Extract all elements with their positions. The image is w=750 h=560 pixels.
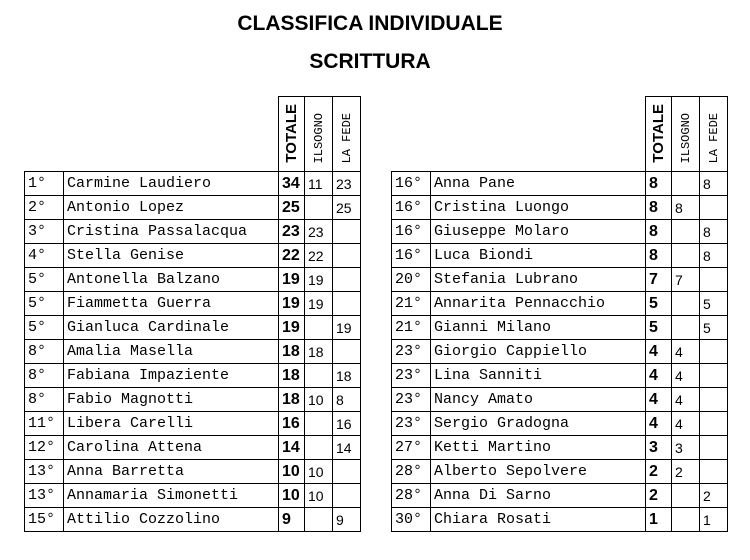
total-score-cell: 7 [646,268,672,292]
ilsogno-score-cell: 3 [672,436,700,460]
header-lafede-label: LA FEDE [339,112,354,163]
total-score-cell: 8 [646,172,672,196]
lafede-score-cell: 1 [700,508,728,532]
table-row [392,388,728,412]
lafede-score-cell [700,268,728,292]
rank-position-cell: 8° [25,388,64,412]
lafede-score-cell: 23 [333,172,361,196]
table-row [392,364,728,388]
participant-name-cell: Fabio Magnotti [64,388,279,412]
ranking-table-left [24,96,361,532]
ilsogno-score-cell: 8 [672,196,700,220]
rank-position-cell: 13° [25,460,64,484]
ilsogno-score-cell: 19 [305,292,333,316]
participant-name-cell: Gianni Milano [431,316,646,340]
total-score-cell: 25 [279,196,305,220]
ilsogno-score-cell: 19 [305,268,333,292]
total-score-cell: 19 [279,316,305,340]
ranking-body-right [392,172,728,532]
participant-name-cell: Annarita Pennacchio [431,292,646,316]
header-totale [279,97,305,172]
participant-name-cell: Carolina Attena [64,436,279,460]
table-row [392,484,728,508]
rank-position-cell: 23° [392,340,431,364]
rank-position-cell: 4° [25,244,64,268]
total-score-cell: 4 [646,388,672,412]
rank-position-cell: 13° [25,484,64,508]
participant-name-cell: Stefania Lubrano [431,268,646,292]
table-row [25,220,361,244]
participant-name-cell: Antonio Lopez [64,196,279,220]
table-row [392,292,728,316]
participant-name-cell: Anna Barretta [64,460,279,484]
rank-position-cell: 8° [25,364,64,388]
ilsogno-score-cell: 7 [672,268,700,292]
ilsogno-score-cell: 2 [672,460,700,484]
total-score-cell: 23 [279,220,305,244]
total-score-cell: 5 [646,292,672,316]
rank-position-cell: 28° [392,460,431,484]
rank-position-cell: 21° [392,316,431,340]
lafede-score-cell [700,412,728,436]
header-ilsogno-label: ILSOGNO [678,112,693,163]
lafede-score-cell [700,460,728,484]
rank-position-cell: 27° [392,436,431,460]
rank-position-cell: 3° [25,220,64,244]
participant-name-cell: Libera Carelli [64,412,279,436]
lafede-score-cell: 8 [333,388,361,412]
table-row [392,436,728,460]
table-header-row [25,97,361,172]
lafede-score-cell: 5 [700,292,728,316]
lafede-score-cell: 16 [333,412,361,436]
ilsogno-score-cell [672,172,700,196]
total-score-cell: 4 [646,412,672,436]
participant-name-cell: Lina Sanniti [431,364,646,388]
total-score-cell: 10 [279,460,305,484]
rank-position-cell: 16° [392,172,431,196]
ilsogno-score-cell [672,484,700,508]
rank-position-cell: 23° [392,364,431,388]
total-score-cell: 4 [646,340,672,364]
header-totale-label: TOTALE [283,104,300,163]
participant-name-cell: Stella Genise [64,244,279,268]
ilsogno-score-cell: 23 [305,220,333,244]
participant-name-cell: Giorgio Cappiello [431,340,646,364]
participant-name-cell: Cristina Passalacqua [64,220,279,244]
lafede-score-cell [333,292,361,316]
table-row [392,172,728,196]
ilsogno-score-cell: 4 [672,412,700,436]
rank-position-cell: 8° [25,340,64,364]
total-score-cell: 2 [646,460,672,484]
ilsogno-score-cell [305,412,333,436]
table-row [392,460,728,484]
lafede-score-cell [333,244,361,268]
total-score-cell: 34 [279,172,305,196]
table-row [25,388,361,412]
total-score-cell: 14 [279,436,305,460]
lafede-score-cell: 19 [333,316,361,340]
lafede-score-cell [333,484,361,508]
total-score-cell: 5 [646,316,672,340]
lafede-score-cell [700,388,728,412]
total-score-cell: 10 [279,484,305,508]
page-subtitle: SCRITTURA [309,50,431,73]
participant-name-cell: Anna Di Sarno [431,484,646,508]
table-row [25,292,361,316]
total-score-cell: 19 [279,268,305,292]
header-ilsogno [672,97,700,172]
total-score-cell: 8 [646,244,672,268]
total-score-cell: 8 [646,220,672,244]
participant-name-cell: Gianluca Cardinale [64,316,279,340]
ilsogno-score-cell [672,220,700,244]
rank-position-cell: 11° [25,412,64,436]
rank-position-cell: 2° [25,196,64,220]
ilsogno-score-cell: 10 [305,484,333,508]
lafede-score-cell [333,340,361,364]
total-score-cell: 19 [279,292,305,316]
header-ilsogno-label: ILSOGNO [311,112,326,163]
participant-name-cell: Annamaria Simonetti [64,484,279,508]
header-totale [646,97,672,172]
total-score-cell: 4 [646,364,672,388]
participant-name-cell: Ketti Martino [431,436,646,460]
table-row [392,220,728,244]
rank-position-cell: 16° [392,220,431,244]
ilsogno-score-cell [672,508,700,532]
lafede-score-cell: 14 [333,436,361,460]
rank-position-cell: 16° [392,244,431,268]
rank-position-cell: 23° [392,412,431,436]
total-score-cell: 18 [279,388,305,412]
header-lafede [700,97,728,172]
lafede-score-cell: 8 [700,172,728,196]
table-row [392,196,728,220]
participant-name-cell: Chiara Rosati [431,508,646,532]
table-row [392,244,728,268]
header-blank-name [431,97,646,172]
lafede-score-cell: 8 [700,220,728,244]
total-score-cell: 3 [646,436,672,460]
total-score-cell: 18 [279,364,305,388]
header-blank-name [64,97,279,172]
ilsogno-score-cell [672,316,700,340]
ilsogno-score-cell [672,244,700,268]
lafede-score-cell: 2 [700,484,728,508]
table-row [25,508,361,532]
lafede-score-cell [333,460,361,484]
rank-position-cell: 20° [392,268,431,292]
rank-position-cell: 5° [25,292,64,316]
ilsogno-score-cell: 11 [305,172,333,196]
ilsogno-score-cell: 4 [672,364,700,388]
total-score-cell: 8 [646,196,672,220]
participant-name-cell: Antonella Balzano [64,268,279,292]
table-row [25,364,361,388]
ilsogno-score-cell: 10 [305,460,333,484]
table-row [25,316,361,340]
participant-name-cell: Fabiana Impaziente [64,364,279,388]
header-ilsogno [305,97,333,172]
total-score-cell: 2 [646,484,672,508]
participant-name-cell: Sergio Gradogna [431,412,646,436]
rank-position-cell: 23° [392,388,431,412]
header-blank-position [392,97,431,172]
ilsogno-score-cell [305,316,333,340]
rank-position-cell: 5° [25,316,64,340]
participant-name-cell: Cristina Luongo [431,196,646,220]
table-row [25,340,361,364]
table-row [25,484,361,508]
lafede-score-cell [333,220,361,244]
ranking-table-right [391,96,728,532]
table-row [25,460,361,484]
total-score-cell: 16 [279,412,305,436]
total-score-cell: 1 [646,508,672,532]
participant-name-cell: Giuseppe Molaro [431,220,646,244]
table-row [25,172,361,196]
table-row [392,316,728,340]
participant-name-cell: Attilio Cozzolino [64,508,279,532]
page-title: CLASSIFICA INDIVIDUALE [237,12,503,35]
header-lafede-label: LA FEDE [706,112,721,163]
table-row [25,268,361,292]
rank-position-cell: 12° [25,436,64,460]
lafede-score-cell: 8 [700,244,728,268]
ilsogno-score-cell: 22 [305,244,333,268]
table-row [25,436,361,460]
ilsogno-score-cell [305,436,333,460]
lafede-score-cell [700,436,728,460]
header-blank-position [25,97,64,172]
rank-position-cell: 21° [392,292,431,316]
table-row [392,268,728,292]
ilsogno-score-cell [305,508,333,532]
table-row [25,244,361,268]
table-row [25,412,361,436]
participant-name-cell: Carmine Laudiero [64,172,279,196]
total-score-cell: 18 [279,340,305,364]
participant-name-cell: Alberto Sepolvere [431,460,646,484]
participant-name-cell: Nancy Amato [431,388,646,412]
ilsogno-score-cell [672,292,700,316]
table-header-row [392,97,728,172]
ilsogno-score-cell: 10 [305,388,333,412]
lafede-score-cell: 5 [700,316,728,340]
rank-position-cell: 30° [392,508,431,532]
header-totale-label: TOTALE [650,104,667,163]
rank-position-cell: 5° [25,268,64,292]
table-row [392,340,728,364]
table-row [25,196,361,220]
lafede-score-cell: 25 [333,196,361,220]
participant-name-cell: Anna Pane [431,172,646,196]
rank-position-cell: 1° [25,172,64,196]
participant-name-cell: Amalia Masella [64,340,279,364]
total-score-cell: 22 [279,244,305,268]
ilsogno-score-cell: 4 [672,340,700,364]
header-lafede [333,97,361,172]
ilsogno-score-cell [305,196,333,220]
lafede-score-cell [333,268,361,292]
rank-position-cell: 28° [392,484,431,508]
ilsogno-score-cell [305,364,333,388]
ilsogno-score-cell: 18 [305,340,333,364]
ranking-body-left [25,172,361,532]
lafede-score-cell: 18 [333,364,361,388]
participant-name-cell: Luca Biondi [431,244,646,268]
participant-name-cell: Fiammetta Guerra [64,292,279,316]
rank-position-cell: 16° [392,196,431,220]
table-row [392,412,728,436]
ilsogno-score-cell: 4 [672,388,700,412]
table-row [392,508,728,532]
lafede-score-cell [700,196,728,220]
rank-position-cell: 15° [25,508,64,532]
lafede-score-cell: 9 [333,508,361,532]
total-score-cell: 9 [279,508,305,532]
lafede-score-cell [700,340,728,364]
lafede-score-cell [700,364,728,388]
